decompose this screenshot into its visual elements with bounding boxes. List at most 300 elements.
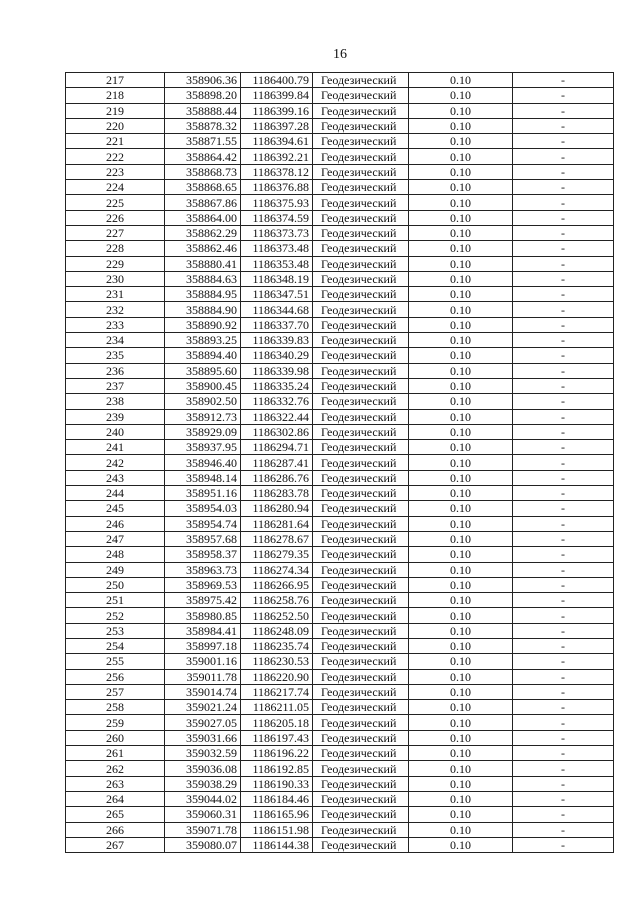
y-coordinate-cell: 1186196.22 — [241, 746, 313, 761]
description-cell: - — [513, 822, 614, 837]
method-cell: Геодезический — [313, 409, 409, 424]
description-cell: - — [513, 531, 614, 546]
x-coordinate-cell: 358867.86 — [165, 195, 241, 210]
description-cell: - — [513, 424, 614, 439]
description-cell: - — [513, 807, 614, 822]
accuracy-cell: 0.10 — [409, 164, 513, 179]
table-row — [66, 776, 614, 791]
method-cell: Геодезический — [313, 455, 409, 470]
point-number-cell: 256 — [66, 669, 165, 684]
accuracy-cell: 0.10 — [409, 455, 513, 470]
point-number-cell: 222 — [66, 149, 165, 164]
y-coordinate-cell: 1186211.05 — [241, 700, 313, 715]
point-number-cell: 219 — [66, 103, 165, 118]
point-number-cell: 251 — [66, 593, 165, 608]
y-coordinate-cell: 1186348.19 — [241, 271, 313, 286]
y-coordinate-cell: 1186278.67 — [241, 531, 313, 546]
point-number-cell: 264 — [66, 791, 165, 806]
description-cell: - — [513, 317, 614, 332]
y-coordinate-cell: 1186184.46 — [241, 791, 313, 806]
table-row — [66, 394, 614, 409]
accuracy-cell: 0.10 — [409, 348, 513, 363]
accuracy-cell: 0.10 — [409, 134, 513, 149]
description-cell: - — [513, 302, 614, 317]
x-coordinate-cell: 358997.18 — [165, 638, 241, 653]
y-coordinate-cell: 1186192.85 — [241, 761, 313, 776]
x-coordinate-cell: 358902.50 — [165, 394, 241, 409]
accuracy-cell: 0.10 — [409, 700, 513, 715]
y-coordinate-cell: 1186347.51 — [241, 287, 313, 302]
accuracy-cell: 0.10 — [409, 761, 513, 776]
point-number-cell: 252 — [66, 608, 165, 623]
y-coordinate-cell: 1186190.33 — [241, 776, 313, 791]
x-coordinate-cell: 358864.00 — [165, 210, 241, 225]
y-coordinate-cell: 1186399.16 — [241, 103, 313, 118]
x-coordinate-cell: 358893.25 — [165, 333, 241, 348]
point-number-cell: 223 — [66, 164, 165, 179]
method-cell: Геодезический — [313, 654, 409, 669]
accuracy-cell: 0.10 — [409, 424, 513, 439]
y-coordinate-cell: 1186322.44 — [241, 409, 313, 424]
x-coordinate-cell: 358862.29 — [165, 225, 241, 240]
x-coordinate-cell: 358895.60 — [165, 363, 241, 378]
method-cell: Геодезический — [313, 608, 409, 623]
table-row — [66, 577, 614, 592]
description-cell: - — [513, 103, 614, 118]
point-number-cell: 254 — [66, 638, 165, 653]
x-coordinate-cell: 358954.74 — [165, 516, 241, 531]
method-cell: Геодезический — [313, 363, 409, 378]
method-cell: Геодезический — [313, 807, 409, 822]
description-cell: - — [513, 409, 614, 424]
y-coordinate-cell: 1186287.41 — [241, 455, 313, 470]
table-row — [66, 516, 614, 531]
method-cell: Геодезический — [313, 669, 409, 684]
point-number-cell: 255 — [66, 654, 165, 669]
table-row — [66, 761, 614, 776]
accuracy-cell: 0.10 — [409, 363, 513, 378]
method-cell: Геодезический — [313, 470, 409, 485]
y-coordinate-cell: 1186373.48 — [241, 241, 313, 256]
x-coordinate-cell: 358906.36 — [165, 73, 241, 88]
description-cell: - — [513, 623, 614, 638]
table-row — [66, 195, 614, 210]
accuracy-cell: 0.10 — [409, 378, 513, 393]
description-cell: - — [513, 88, 614, 103]
table-row — [66, 746, 614, 761]
table-row — [66, 256, 614, 271]
point-number-cell: 249 — [66, 562, 165, 577]
table-row — [66, 547, 614, 562]
description-cell: - — [513, 134, 614, 149]
point-number-cell: 233 — [66, 317, 165, 332]
accuracy-cell: 0.10 — [409, 256, 513, 271]
accuracy-cell: 0.10 — [409, 822, 513, 837]
accuracy-cell: 0.10 — [409, 149, 513, 164]
x-coordinate-cell: 358954.03 — [165, 501, 241, 516]
table-row — [66, 424, 614, 439]
x-coordinate-cell: 358900.45 — [165, 378, 241, 393]
method-cell: Геодезический — [313, 317, 409, 332]
accuracy-cell: 0.10 — [409, 791, 513, 806]
description-cell: - — [513, 791, 614, 806]
x-coordinate-cell: 358871.55 — [165, 134, 241, 149]
x-coordinate-cell: 358912.73 — [165, 409, 241, 424]
y-coordinate-cell: 1186339.98 — [241, 363, 313, 378]
accuracy-cell: 0.10 — [409, 531, 513, 546]
method-cell: Геодезический — [313, 837, 409, 852]
y-coordinate-cell: 1186286.76 — [241, 470, 313, 485]
method-cell: Геодезический — [313, 531, 409, 546]
point-number-cell: 261 — [66, 746, 165, 761]
table-row — [66, 822, 614, 837]
x-coordinate-cell: 358868.65 — [165, 180, 241, 195]
x-coordinate-cell: 358862.46 — [165, 241, 241, 256]
accuracy-cell: 0.10 — [409, 730, 513, 745]
y-coordinate-cell: 1186230.53 — [241, 654, 313, 669]
table-row — [66, 73, 614, 88]
x-coordinate-cell: 358890.92 — [165, 317, 241, 332]
y-coordinate-cell: 1186279.35 — [241, 547, 313, 562]
point-number-cell: 235 — [66, 348, 165, 363]
x-coordinate-cell: 359036.08 — [165, 761, 241, 776]
accuracy-cell: 0.10 — [409, 333, 513, 348]
point-number-cell: 240 — [66, 424, 165, 439]
x-coordinate-cell: 358884.90 — [165, 302, 241, 317]
y-coordinate-cell: 1186392.21 — [241, 149, 313, 164]
y-coordinate-cell: 1186374.59 — [241, 210, 313, 225]
table-row — [66, 134, 614, 149]
table-row — [66, 623, 614, 638]
description-cell: - — [513, 669, 614, 684]
point-number-cell: 220 — [66, 118, 165, 133]
accuracy-cell: 0.10 — [409, 394, 513, 409]
method-cell: Геодезический — [313, 134, 409, 149]
description-cell: - — [513, 378, 614, 393]
x-coordinate-cell: 358868.73 — [165, 164, 241, 179]
method-cell: Геодезический — [313, 700, 409, 715]
coordinates-table-body — [66, 73, 614, 853]
description-cell: - — [513, 149, 614, 164]
table-row — [66, 103, 614, 118]
accuracy-cell: 0.10 — [409, 103, 513, 118]
description-cell: - — [513, 333, 614, 348]
y-coordinate-cell: 1186400.79 — [241, 73, 313, 88]
accuracy-cell: 0.10 — [409, 837, 513, 852]
table-row — [66, 593, 614, 608]
accuracy-cell: 0.10 — [409, 608, 513, 623]
accuracy-cell: 0.10 — [409, 501, 513, 516]
method-cell: Геодезический — [313, 440, 409, 455]
method-cell: Геодезический — [313, 225, 409, 240]
table-row — [66, 210, 614, 225]
page-number: 16 — [333, 47, 347, 62]
description-cell: - — [513, 241, 614, 256]
y-coordinate-cell: 1186376.88 — [241, 180, 313, 195]
description-cell: - — [513, 440, 614, 455]
y-coordinate-cell: 1186340.29 — [241, 348, 313, 363]
description-cell: - — [513, 730, 614, 745]
description-cell: - — [513, 638, 614, 653]
method-cell: Геодезический — [313, 180, 409, 195]
point-number-cell: 248 — [66, 547, 165, 562]
y-coordinate-cell: 1186205.18 — [241, 715, 313, 730]
y-coordinate-cell: 1186302.86 — [241, 424, 313, 439]
table-row — [66, 501, 614, 516]
table-row — [66, 118, 614, 133]
point-number-cell: 234 — [66, 333, 165, 348]
point-number-cell: 242 — [66, 455, 165, 470]
table-row — [66, 164, 614, 179]
accuracy-cell: 0.10 — [409, 195, 513, 210]
x-coordinate-cell: 358888.44 — [165, 103, 241, 118]
accuracy-cell: 0.10 — [409, 271, 513, 286]
description-cell: - — [513, 180, 614, 195]
accuracy-cell: 0.10 — [409, 225, 513, 240]
accuracy-cell: 0.10 — [409, 486, 513, 501]
accuracy-cell: 0.10 — [409, 547, 513, 562]
point-number-cell: 226 — [66, 210, 165, 225]
table-row — [66, 302, 614, 317]
point-number-cell: 239 — [66, 409, 165, 424]
x-coordinate-cell: 359044.02 — [165, 791, 241, 806]
point-number-cell: 267 — [66, 837, 165, 852]
y-coordinate-cell: 1186281.64 — [241, 516, 313, 531]
y-coordinate-cell: 1186337.70 — [241, 317, 313, 332]
point-number-cell: 266 — [66, 822, 165, 837]
point-number-cell: 247 — [66, 531, 165, 546]
description-cell: - — [513, 715, 614, 730]
table-row — [66, 88, 614, 103]
table-row — [66, 807, 614, 822]
x-coordinate-cell: 359080.07 — [165, 837, 241, 852]
method-cell: Геодезический — [313, 730, 409, 745]
table-row — [66, 378, 614, 393]
y-coordinate-cell: 1186252.50 — [241, 608, 313, 623]
x-coordinate-cell: 358864.42 — [165, 149, 241, 164]
description-cell: - — [513, 746, 614, 761]
point-number-cell: 263 — [66, 776, 165, 791]
method-cell: Геодезический — [313, 501, 409, 516]
y-coordinate-cell: 1186353.48 — [241, 256, 313, 271]
y-coordinate-cell: 1186399.84 — [241, 88, 313, 103]
point-number-cell: 250 — [66, 577, 165, 592]
point-number-cell: 241 — [66, 440, 165, 455]
y-coordinate-cell: 1186197.43 — [241, 730, 313, 745]
x-coordinate-cell: 358951.16 — [165, 486, 241, 501]
y-coordinate-cell: 1186280.94 — [241, 501, 313, 516]
method-cell: Геодезический — [313, 256, 409, 271]
y-coordinate-cell: 1186294.71 — [241, 440, 313, 455]
point-number-cell: 229 — [66, 256, 165, 271]
x-coordinate-cell: 358929.09 — [165, 424, 241, 439]
description-cell: - — [513, 516, 614, 531]
description-cell: - — [513, 700, 614, 715]
description-cell: - — [513, 547, 614, 562]
x-coordinate-cell: 359014.74 — [165, 684, 241, 699]
table-row — [66, 149, 614, 164]
accuracy-cell: 0.10 — [409, 210, 513, 225]
y-coordinate-cell: 1186375.93 — [241, 195, 313, 210]
x-coordinate-cell: 358969.53 — [165, 577, 241, 592]
method-cell: Геодезический — [313, 746, 409, 761]
method-cell: Геодезический — [313, 118, 409, 133]
y-coordinate-cell: 1186258.76 — [241, 593, 313, 608]
x-coordinate-cell: 359001.16 — [165, 654, 241, 669]
y-coordinate-cell: 1186217.74 — [241, 684, 313, 699]
table-row — [66, 531, 614, 546]
accuracy-cell: 0.10 — [409, 654, 513, 669]
x-coordinate-cell: 359027.05 — [165, 715, 241, 730]
accuracy-cell: 0.10 — [409, 409, 513, 424]
table-row — [66, 791, 614, 806]
method-cell: Геодезический — [313, 378, 409, 393]
point-number-cell: 257 — [66, 684, 165, 699]
description-cell: - — [513, 210, 614, 225]
point-number-cell: 258 — [66, 700, 165, 715]
accuracy-cell: 0.10 — [409, 516, 513, 531]
accuracy-cell: 0.10 — [409, 118, 513, 133]
method-cell: Геодезический — [313, 164, 409, 179]
description-cell: - — [513, 501, 614, 516]
description-cell: - — [513, 118, 614, 133]
x-coordinate-cell: 358946.40 — [165, 455, 241, 470]
table-row — [66, 486, 614, 501]
x-coordinate-cell: 358878.32 — [165, 118, 241, 133]
accuracy-cell: 0.10 — [409, 776, 513, 791]
point-number-cell: 237 — [66, 378, 165, 393]
method-cell: Геодезический — [313, 271, 409, 286]
x-coordinate-cell: 358958.37 — [165, 547, 241, 562]
x-coordinate-cell: 358884.95 — [165, 287, 241, 302]
y-coordinate-cell: 1186344.68 — [241, 302, 313, 317]
table-row — [66, 562, 614, 577]
table-row — [66, 669, 614, 684]
table-row — [66, 440, 614, 455]
point-number-cell: 228 — [66, 241, 165, 256]
table-row — [66, 654, 614, 669]
method-cell: Геодезический — [313, 103, 409, 118]
method-cell: Геодезический — [313, 149, 409, 164]
method-cell: Геодезический — [313, 638, 409, 653]
table-row — [66, 700, 614, 715]
accuracy-cell: 0.10 — [409, 577, 513, 592]
table-row — [66, 470, 614, 485]
description-cell: - — [513, 363, 614, 378]
method-cell: Геодезический — [313, 302, 409, 317]
x-coordinate-cell: 358894.40 — [165, 348, 241, 363]
method-cell: Геодезический — [313, 195, 409, 210]
table-row — [66, 715, 614, 730]
accuracy-cell: 0.10 — [409, 715, 513, 730]
point-number-cell: 259 — [66, 715, 165, 730]
accuracy-cell: 0.10 — [409, 562, 513, 577]
y-coordinate-cell: 1186144.38 — [241, 837, 313, 852]
y-coordinate-cell: 1186248.09 — [241, 623, 313, 638]
accuracy-cell: 0.10 — [409, 440, 513, 455]
description-cell: - — [513, 577, 614, 592]
accuracy-cell: 0.10 — [409, 623, 513, 638]
point-number-cell: 260 — [66, 730, 165, 745]
accuracy-cell: 0.10 — [409, 287, 513, 302]
point-number-cell: 265 — [66, 807, 165, 822]
point-number-cell: 221 — [66, 134, 165, 149]
x-coordinate-cell: 358937.95 — [165, 440, 241, 455]
method-cell: Геодезический — [313, 791, 409, 806]
accuracy-cell: 0.10 — [409, 470, 513, 485]
method-cell: Геодезический — [313, 394, 409, 409]
point-number-cell: 217 — [66, 73, 165, 88]
point-number-cell: 218 — [66, 88, 165, 103]
description-cell: - — [513, 470, 614, 485]
y-coordinate-cell: 1186332.76 — [241, 394, 313, 409]
point-number-cell: 230 — [66, 271, 165, 286]
description-cell: - — [513, 287, 614, 302]
table-row — [66, 363, 614, 378]
method-cell: Геодезический — [313, 623, 409, 638]
method-cell: Геодезический — [313, 287, 409, 302]
y-coordinate-cell: 1186339.83 — [241, 333, 313, 348]
accuracy-cell: 0.10 — [409, 638, 513, 653]
point-number-cell: 238 — [66, 394, 165, 409]
x-coordinate-cell: 359021.24 — [165, 700, 241, 715]
method-cell: Геодезический — [313, 241, 409, 256]
y-coordinate-cell: 1186394.61 — [241, 134, 313, 149]
accuracy-cell: 0.10 — [409, 73, 513, 88]
x-coordinate-cell: 359071.78 — [165, 822, 241, 837]
accuracy-cell: 0.10 — [409, 88, 513, 103]
y-coordinate-cell: 1186397.28 — [241, 118, 313, 133]
x-coordinate-cell: 358884.63 — [165, 271, 241, 286]
method-cell: Геодезический — [313, 73, 409, 88]
table-row — [66, 455, 614, 470]
table-row — [66, 271, 614, 286]
point-number-cell: 227 — [66, 225, 165, 240]
description-cell: - — [513, 394, 614, 409]
description-cell: - — [513, 776, 614, 791]
description-cell: - — [513, 654, 614, 669]
accuracy-cell: 0.10 — [409, 302, 513, 317]
method-cell: Геодезический — [313, 424, 409, 439]
y-coordinate-cell: 1186335.24 — [241, 378, 313, 393]
table-row — [66, 225, 614, 240]
x-coordinate-cell: 358957.68 — [165, 531, 241, 546]
description-cell: - — [513, 593, 614, 608]
point-number-cell: 225 — [66, 195, 165, 210]
y-coordinate-cell: 1186373.73 — [241, 225, 313, 240]
x-coordinate-cell: 358948.14 — [165, 470, 241, 485]
accuracy-cell: 0.10 — [409, 241, 513, 256]
y-coordinate-cell: 1186274.34 — [241, 562, 313, 577]
description-cell: - — [513, 195, 614, 210]
method-cell: Геодезический — [313, 348, 409, 363]
method-cell: Геодезический — [313, 516, 409, 531]
y-coordinate-cell: 1186220.90 — [241, 669, 313, 684]
table-row — [66, 287, 614, 302]
method-cell: Геодезический — [313, 593, 409, 608]
y-coordinate-cell: 1186151.98 — [241, 822, 313, 837]
accuracy-cell: 0.10 — [409, 669, 513, 684]
x-coordinate-cell: 359060.31 — [165, 807, 241, 822]
description-cell: - — [513, 271, 614, 286]
method-cell: Геодезический — [313, 577, 409, 592]
method-cell: Геодезический — [313, 776, 409, 791]
description-cell: - — [513, 486, 614, 501]
description-cell: - — [513, 256, 614, 271]
point-number-cell: 253 — [66, 623, 165, 638]
point-number-cell: 246 — [66, 516, 165, 531]
coordinates-table-container — [65, 72, 613, 853]
